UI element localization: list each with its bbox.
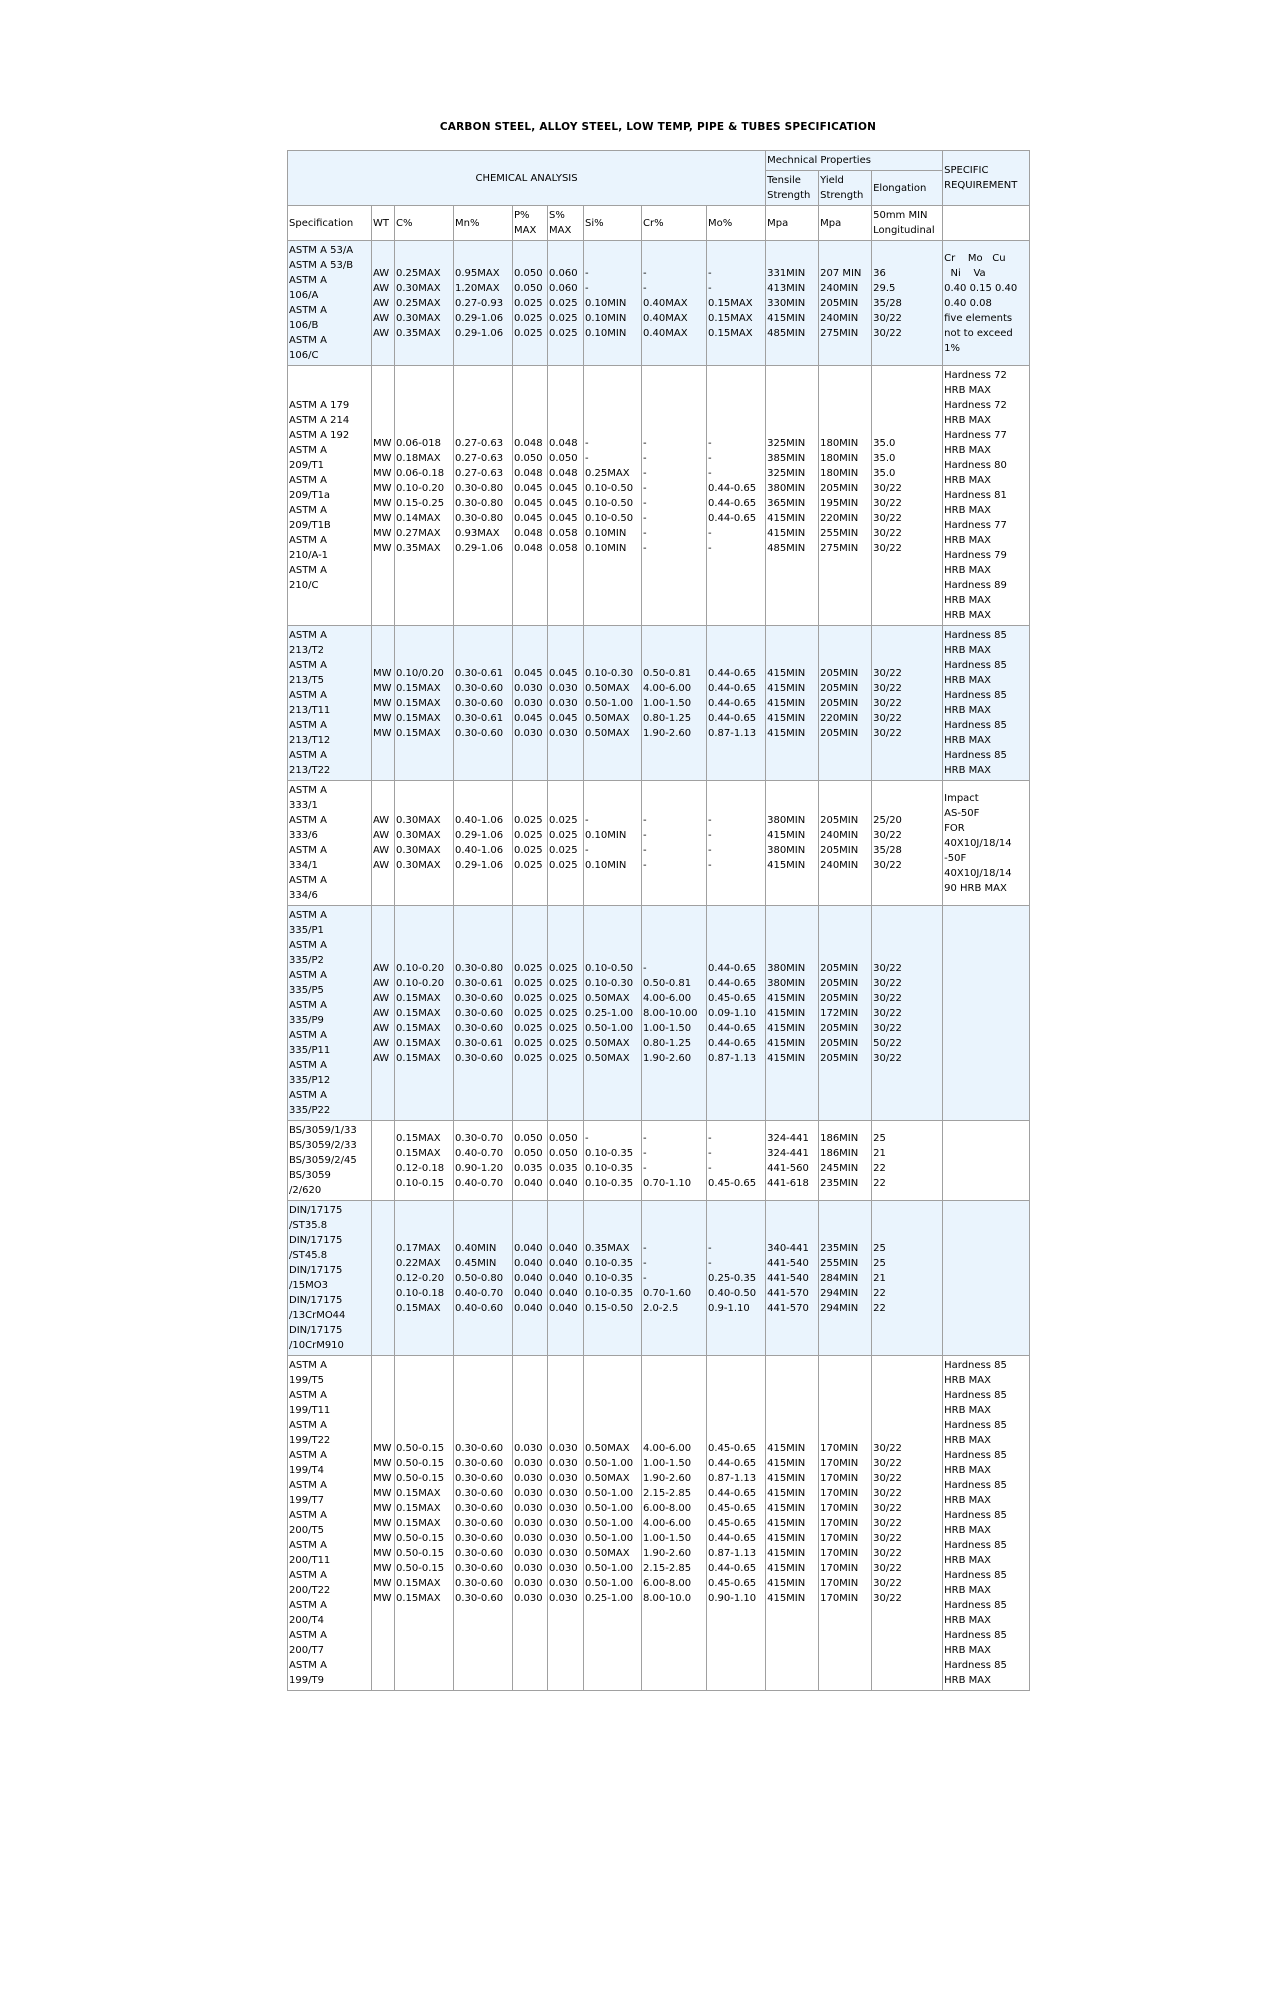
cell-specific-requirement bbox=[943, 1121, 1030, 1201]
cell-specific-requirement: Hardness 85 HRB MAX Hardness 85 HRB MAX Hardness 85 HRB MAX Hardness 85 HRB MAX Hardness 85 HRB MAX bbox=[943, 626, 1030, 781]
cell-tensile-mpa: 331MIN 413MIN 330MIN 415MIN 485MIN bbox=[766, 241, 819, 366]
cell-yield-mpa: 205MIN 205MIN 205MIN 220MIN 205MIN bbox=[819, 626, 872, 781]
cell-mo: 0.45-0.65 0.44-0.65 0.87-1.13 0.44-0.65 0.45-0.65 0.45-0.65 0.44-0.65 0.87-1.13 0.44-0.65 0.45-0.65 0.90-1.10 bbox=[707, 1356, 766, 1691]
cell-si: 0.10-0.30 0.50MAX 0.50-1.00 0.50MAX 0.50MAX bbox=[584, 626, 642, 781]
table-row bbox=[288, 1201, 1030, 1356]
cell-elongation: 25/20 30/22 35/28 30/22 bbox=[872, 781, 943, 906]
cell-elongation: 30/22 30/22 30/22 30/22 30/22 bbox=[872, 626, 943, 781]
cell-c: 0.06-018 0.18MAX 0.06-0.18 0.10-0.20 0.15-0.25 0.14MAX 0.27MAX 0.35MAX bbox=[395, 366, 454, 626]
cell-specification: ASTM A 199/T5 ASTM A 199/T11 ASTM A 199/T22 ASTM A 199/T4 ASTM A 199/T7 ASTM A 200/T5 ASTM A 200/T11 ASTM A 200/T22 ASTM A 200/T4 ASTM A 200/T7 ASTM A 199/T9 bbox=[288, 1356, 372, 1691]
specific-requirement-header: SPECIFIC REQUIREMENT bbox=[943, 151, 1030, 206]
cell-p: 0.050 0.050 0.025 0.025 0.025 bbox=[513, 241, 548, 366]
cell-p: 0.050 0.050 0.035 0.040 bbox=[513, 1121, 548, 1201]
cell-specific-requirement: Cr Mo Cu Ni Va 0.40 0.15 0.40 0.40 0.08 five elements not to exceed 1% bbox=[943, 241, 1030, 366]
cell-wt: MW MW MW MW MW MW MW MW bbox=[372, 366, 395, 626]
column-header-p: P% MAX bbox=[513, 206, 548, 241]
table-row bbox=[288, 781, 1030, 906]
cell-wt bbox=[372, 1201, 395, 1356]
cell-specification: BS/3059/1/33 BS/3059/2/33 BS/3059/2/45 BS/3059 /2/620 bbox=[288, 1121, 372, 1201]
column-header-mo: Mo% bbox=[707, 206, 766, 241]
cell-cr: 0.50-0.81 4.00-6.00 1.00-1.50 0.80-1.25 1.90-2.60 bbox=[642, 626, 707, 781]
cell-si: - - 0.10MIN 0.10MIN 0.10MIN bbox=[584, 241, 642, 366]
cell-si: - 0.10-0.35 0.10-0.35 0.10-0.35 bbox=[584, 1121, 642, 1201]
mechanical-properties-header: Mechnical Properties bbox=[766, 151, 943, 171]
cell-si: 0.50MAX 0.50-1.00 0.50MAX 0.50-1.00 0.50-1.00 0.50-1.00 0.50-1.00 0.50MAX 0.50-1.00 0.50-1.00 0.25-1.00 bbox=[584, 1356, 642, 1691]
cell-cr: 4.00-6.00 1.00-1.50 1.90-2.60 2.15-2.85 6.00-8.00 4.00-6.00 1.00-1.50 1.90-2.60 2.15-2.85 6.00-8.00 8.00-10.0 bbox=[642, 1356, 707, 1691]
cell-specific-requirement bbox=[943, 1201, 1030, 1356]
cell-specific-requirement: Impact AS-50F FOR 40X10J/18/14 -50F 40X10J/18/14 90 HRB MAX bbox=[943, 781, 1030, 906]
cell-c: 0.30MAX 0.30MAX 0.30MAX 0.30MAX bbox=[395, 781, 454, 906]
cell-mn: 0.30-0.61 0.30-0.60 0.30-0.60 0.30-0.61 0.30-0.60 bbox=[454, 626, 513, 781]
cell-s: 0.025 0.025 0.025 0.025 bbox=[548, 781, 584, 906]
cell-mo: 0.44-0.65 0.44-0.65 0.45-0.65 0.09-1.10 0.44-0.65 0.44-0.65 0.87-1.13 bbox=[707, 906, 766, 1121]
cell-cr: - - - - - - - - bbox=[642, 366, 707, 626]
cell-mn: 0.40-1.06 0.29-1.06 0.40-1.06 0.29-1.06 bbox=[454, 781, 513, 906]
column-header-mn: Mn% bbox=[454, 206, 513, 241]
column-header-si: Si% bbox=[584, 206, 642, 241]
cell-si: - 0.10MIN - 0.10MIN bbox=[584, 781, 642, 906]
cell-specification: ASTM A 179 ASTM A 214 ASTM A 192 ASTM A 209/T1 ASTM A 209/T1a ASTM A 209/T1B ASTM A 210/A-1 ASTM A 210/C bbox=[288, 366, 372, 626]
cell-yield-mpa: 180MIN 180MIN 180MIN 205MIN 195MIN 220MIN 255MIN 275MIN bbox=[819, 366, 872, 626]
column-header-cr: Cr% bbox=[642, 206, 707, 241]
cell-p: 0.048 0.050 0.048 0.045 0.045 0.045 0.048 0.048 bbox=[513, 366, 548, 626]
cell-c: 0.10-0.20 0.10-0.20 0.15MAX 0.15MAX 0.15MAX 0.15MAX 0.15MAX bbox=[395, 906, 454, 1121]
cell-tensile-mpa: 325MIN 385MIN 325MIN 380MIN 365MIN 415MIN 415MIN 485MIN bbox=[766, 366, 819, 626]
cell-si: 0.35MAX 0.10-0.35 0.10-0.35 0.10-0.35 0.15-0.50 bbox=[584, 1201, 642, 1356]
table-row bbox=[288, 1121, 1030, 1201]
cell-cr: - - - - bbox=[642, 781, 707, 906]
cell-mn: 0.27-0.63 0.27-0.63 0.27-0.63 0.30-0.80 0.30-0.80 0.30-0.80 0.93MAX 0.29-1.06 bbox=[454, 366, 513, 626]
cell-mo: - - 0.15MAX 0.15MAX 0.15MAX bbox=[707, 241, 766, 366]
cell-tensile-mpa: 415MIN 415MIN 415MIN 415MIN 415MIN 415MIN 415MIN 415MIN 415MIN 415MIN 415MIN bbox=[766, 1356, 819, 1691]
cell-cr: - - - 0.70-1.10 bbox=[642, 1121, 707, 1201]
cell-specific-requirement bbox=[943, 906, 1030, 1121]
cell-mn: 0.95MAX 1.20MAX 0.27-0.93 0.29-1.06 0.29-1.06 bbox=[454, 241, 513, 366]
cell-specific-requirement: Hardness 72 HRB MAX Hardness 72 HRB MAX Hardness 77 HRB MAX Hardness 80 HRB MAX Hardness 81 HRB MAX Hardness 77 HRB MAX Hardness 79 HRB MAX Hardness 89 HRB MAX HRB MAX bbox=[943, 366, 1030, 626]
cell-p: 0.040 0.040 0.040 0.040 0.040 bbox=[513, 1201, 548, 1356]
cell-mn: 0.30-0.70 0.40-0.70 0.90-1.20 0.40-0.70 bbox=[454, 1121, 513, 1201]
cell-mo: - - 0.25-0.35 0.40-0.50 0.9-1.10 bbox=[707, 1201, 766, 1356]
cell-specification: ASTM A 335/P1 ASTM A 335/P2 ASTM A 335/P5 ASTM A 335/P9 ASTM A 335/P11 ASTM A 335/P12 ASTM A 335/P22 bbox=[288, 906, 372, 1121]
cell-yield-mpa: 186MIN 186MIN 245MIN 235MIN bbox=[819, 1121, 872, 1201]
cell-s: 0.025 0.025 0.025 0.025 0.025 0.025 0.025 bbox=[548, 906, 584, 1121]
elongation-header: Elongation bbox=[872, 171, 943, 206]
cell-mo: - - - - bbox=[707, 781, 766, 906]
header-row-columns bbox=[288, 206, 1030, 241]
cell-si: 0.10-0.50 0.10-0.30 0.50MAX 0.25-1.00 0.50-1.00 0.50MAX 0.50MAX bbox=[584, 906, 642, 1121]
cell-wt: AW AW AW AW bbox=[372, 781, 395, 906]
column-header-specification: Specification bbox=[288, 206, 372, 241]
cell-yield-mpa: 170MIN 170MIN 170MIN 170MIN 170MIN 170MIN 170MIN 170MIN 170MIN 170MIN 170MIN bbox=[819, 1356, 872, 1691]
cell-mo: - - - 0.45-0.65 bbox=[707, 1121, 766, 1201]
cell-wt: AW AW AW AW AW AW AW bbox=[372, 906, 395, 1121]
cell-c: 0.25MAX 0.30MAX 0.25MAX 0.30MAX 0.35MAX bbox=[395, 241, 454, 366]
cell-specification: ASTM A 333/1 ASTM A 333/6 ASTM A 334/1 ASTM A 334/6 bbox=[288, 781, 372, 906]
cell-p: 0.045 0.030 0.030 0.045 0.030 bbox=[513, 626, 548, 781]
specification-table bbox=[287, 150, 1030, 1691]
cell-c: 0.15MAX 0.15MAX 0.12-0.18 0.10-0.15 bbox=[395, 1121, 454, 1201]
cell-si: - - 0.25MAX 0.10-0.50 0.10-0.50 0.10-0.50 0.10MIN 0.10MIN bbox=[584, 366, 642, 626]
cell-wt: AW AW AW AW AW bbox=[372, 241, 395, 366]
cell-elongation: 36 29.5 35/28 30/22 30/22 bbox=[872, 241, 943, 366]
cell-s: 0.045 0.030 0.030 0.045 0.030 bbox=[548, 626, 584, 781]
cell-elongation: 25 21 22 22 bbox=[872, 1121, 943, 1201]
cell-c: 0.10/0.20 0.15MAX 0.15MAX 0.15MAX 0.15MAX bbox=[395, 626, 454, 781]
cell-p: 0.030 0.030 0.030 0.030 0.030 0.030 0.030 0.030 0.030 0.030 0.030 bbox=[513, 1356, 548, 1691]
cell-specification: ASTM A 213/T2 ASTM A 213/T5 ASTM A 213/T11 ASTM A 213/T12 ASTM A 213/T22 bbox=[288, 626, 372, 781]
cell-specification: DIN/17175 /ST35.8 DIN/17175 /ST45.8 DIN/17175 /15MO3 DIN/17175 /13CrMO44 DIN/17175 /10CrM910 bbox=[288, 1201, 372, 1356]
cell-yield-mpa: 207 MIN 240MIN 205MIN 240MIN 275MIN bbox=[819, 241, 872, 366]
yield-strength-header: Yield Strength bbox=[819, 171, 872, 206]
cell-wt bbox=[372, 1121, 395, 1201]
cell-wt: MW MW MW MW MW bbox=[372, 626, 395, 781]
cell-cr: - - 0.40MAX 0.40MAX 0.40MAX bbox=[642, 241, 707, 366]
cell-tensile-mpa: 380MIN 415MIN 380MIN 415MIN bbox=[766, 781, 819, 906]
column-header-s: S% MAX bbox=[548, 206, 584, 241]
cell-s: 0.050 0.050 0.035 0.040 bbox=[548, 1121, 584, 1201]
cell-mn: 0.30-0.60 0.30-0.60 0.30-0.60 0.30-0.60 0.30-0.60 0.30-0.60 0.30-0.60 0.30-0.60 0.30-0.60 0.30-0.60 0.30-0.60 bbox=[454, 1356, 513, 1691]
cell-c: 0.50-0.15 0.50-0.15 0.50-0.15 0.15MAX 0.15MAX 0.15MAX 0.50-0.15 0.50-0.15 0.50-0.15 0.15MAX 0.15MAX bbox=[395, 1356, 454, 1691]
cell-wt: MW MW MW MW MW MW MW MW MW MW MW bbox=[372, 1356, 395, 1691]
column-header-tensile-mpa: Mpa bbox=[766, 206, 819, 241]
cell-tensile-mpa: 415MIN 415MIN 415MIN 415MIN 415MIN bbox=[766, 626, 819, 781]
header-row-groups bbox=[288, 151, 1030, 171]
cell-cr: - - - 0.70-1.60 2.0-2.5 bbox=[642, 1201, 707, 1356]
cell-mo: 0.44-0.65 0.44-0.65 0.44-0.65 0.44-0.65 0.87-1.13 bbox=[707, 626, 766, 781]
column-header-yield-mpa: Mpa bbox=[819, 206, 872, 241]
cell-p: 0.025 0.025 0.025 0.025 0.025 0.025 0.025 bbox=[513, 906, 548, 1121]
tensile-strength-header: Tensile Strength bbox=[766, 171, 819, 206]
page-title: CARBON STEEL, ALLOY STEEL, LOW TEMP, PIPE & TUBES SPECIFICATION bbox=[439, 121, 877, 133]
cell-elongation: 35.0 35.0 35.0 30/22 30/22 30/22 30/22 30/22 bbox=[872, 366, 943, 626]
cell-yield-mpa: 205MIN 240MIN 205MIN 240MIN bbox=[819, 781, 872, 906]
cell-s: 0.060 0.060 0.025 0.025 0.025 bbox=[548, 241, 584, 366]
cell-tensile-mpa: 380MIN 380MIN 415MIN 415MIN 415MIN 415MIN 415MIN bbox=[766, 906, 819, 1121]
table-row bbox=[288, 626, 1030, 781]
column-header-c: C% bbox=[395, 206, 454, 241]
cell-mo: - - - 0.44-0.65 0.44-0.65 0.44-0.65 - - bbox=[707, 366, 766, 626]
cell-elongation: 25 25 21 22 22 bbox=[872, 1201, 943, 1356]
table-row bbox=[288, 1356, 1030, 1691]
cell-c: 0.17MAX 0.22MAX 0.12-0.20 0.10-0.18 0.15MAX bbox=[395, 1201, 454, 1356]
cell-yield-mpa: 235MIN 255MIN 284MIN 294MIN 294MIN bbox=[819, 1201, 872, 1356]
cell-mn: 0.40MIN 0.45MIN 0.50-0.80 0.40-0.70 0.40-0.60 bbox=[454, 1201, 513, 1356]
cell-s: 0.040 0.040 0.040 0.040 0.040 bbox=[548, 1201, 584, 1356]
cell-p: 0.025 0.025 0.025 0.025 bbox=[513, 781, 548, 906]
cell-s: 0.048 0.050 0.048 0.045 0.045 0.045 0.058 0.058 bbox=[548, 366, 584, 626]
cell-cr: - 0.50-0.81 4.00-6.00 8.00-10.00 1.00-1.50 0.80-1.25 1.90-2.60 bbox=[642, 906, 707, 1121]
column-header-specific-requirement bbox=[943, 206, 1030, 241]
table-row bbox=[288, 366, 1030, 626]
cell-tensile-mpa: 324-441 324-441 441-560 441-618 bbox=[766, 1121, 819, 1201]
cell-elongation: 30/22 30/22 30/22 30/22 30/22 30/22 30/22 30/22 30/22 30/22 30/22 bbox=[872, 1356, 943, 1691]
cell-s: 0.030 0.030 0.030 0.030 0.030 0.030 0.030 0.030 0.030 0.030 0.030 bbox=[548, 1356, 584, 1691]
column-header-elongation: 50mm MIN Longitudinal bbox=[872, 206, 943, 241]
table-row bbox=[288, 906, 1030, 1121]
table-row bbox=[288, 241, 1030, 366]
cell-yield-mpa: 205MIN 205MIN 205MIN 172MIN 205MIN 205MIN 205MIN bbox=[819, 906, 872, 1121]
cell-mn: 0.30-0.80 0.30-0.61 0.30-0.60 0.30-0.60 0.30-0.60 0.30-0.61 0.30-0.60 bbox=[454, 906, 513, 1121]
cell-specification: ASTM A 53/A ASTM A 53/B ASTM A 106/A ASTM A 106/B ASTM A 106/C bbox=[288, 241, 372, 366]
cell-elongation: 30/22 30/22 30/22 30/22 30/22 50/22 30/22 bbox=[872, 906, 943, 1121]
chemical-analysis-header: CHEMICAL ANALYSIS bbox=[288, 151, 766, 206]
cell-specific-requirement: Hardness 85 HRB MAX Hardness 85 HRB MAX Hardness 85 HRB MAX Hardness 85 HRB MAX Hardness 85 HRB MAX Hardness 85 HRB MAX Hardness 85 HRB MAX Hardness 85 HRB MAX Hardness 85 HRB MAX Hardness 85 HRB MAX Hardness 85 HRB MAX bbox=[943, 1356, 1030, 1691]
column-header-wt: WT bbox=[372, 206, 395, 241]
cell-tensile-mpa: 340-441 441-540 441-540 441-570 441-570 bbox=[766, 1201, 819, 1356]
